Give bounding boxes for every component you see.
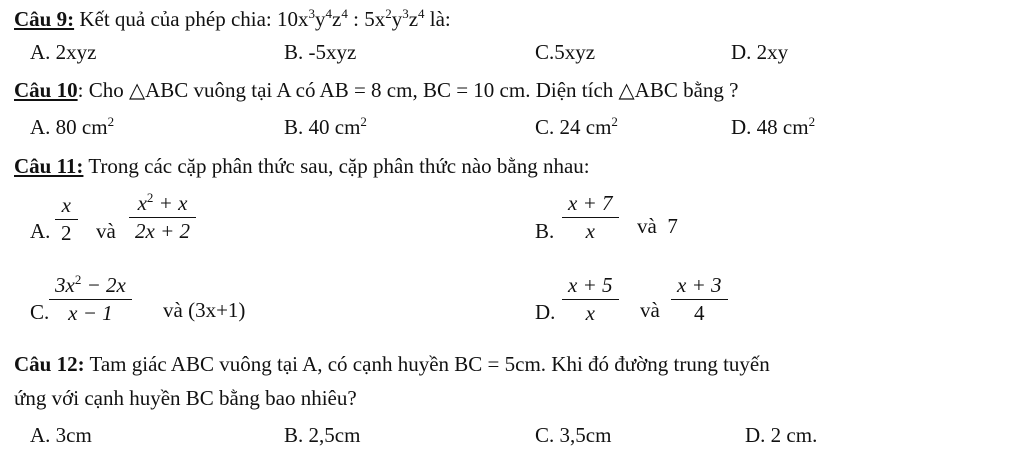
q9-option-a[interactable]: A. 2xyz (30, 40, 97, 64)
q9-text: Kết quả của phép chia: (79, 7, 272, 31)
q10-option-d[interactable]: D. 48 $cm^2$ (731, 114, 816, 139)
q10-option-b[interactable]: B. 40 $cm^2$ (284, 114, 367, 139)
q11-option-c-letter[interactable]: C. (30, 300, 50, 324)
q12-label: Câu 12: (14, 352, 85, 376)
q12-option-d[interactable]: D. 2 cm. (745, 423, 818, 447)
q11-text: Trong các cặp phân thức sau, cặp phân thức nào bằng nhau: (88, 154, 590, 178)
q11-label: Câu 11: (14, 154, 84, 178)
q11-b-fraction: $\frac{x + 7}{x}$ (565, 192, 616, 243)
q11-a-and: và (96, 219, 116, 243)
q9-line (14, 6, 451, 31)
q9-option-d[interactable]: D. 2xy (731, 40, 789, 64)
q11-c-fraction: $\frac{3x^2 - 2x}{x - 1}$ (52, 274, 129, 325)
q11-c-and: và (3x+1) (163, 298, 246, 322)
q10-label: Câu 10 (14, 78, 78, 102)
q11-a-fraction-1: $\frac{x}{2}$ (58, 194, 75, 245)
q12-line-1 (14, 354, 770, 375)
q11-a-fraction-2: $\frac{x^2 + x}{2x + 2}$ (132, 192, 193, 243)
q9-expr-b: $5x^2y^3z^4$ (364, 6, 425, 31)
q9-option-b[interactable]: B. -5xyz (284, 40, 357, 64)
q11-option-d-letter[interactable]: D. (535, 300, 556, 324)
q10-line (14, 80, 739, 101)
q10-text: : Cho △ABC vuông tại A có AB = 8 cm, BC = 10 cm. Diện tích △ABC bằng ? (77, 78, 739, 102)
q12-text-2: ứng với cạnh huyền BC bằng bao nhiêu? (14, 386, 357, 410)
q11-b-and: và 7 (637, 214, 678, 238)
q10-option-c[interactable]: C. 24 $cm^2$ (535, 114, 618, 139)
q11-d-fraction-2: $\frac{x + 3}{4}$ (674, 274, 725, 325)
q10-option-a[interactable]: A. 80 $cm^2$ (30, 114, 115, 139)
q11-option-a-letter[interactable]: A. (30, 219, 51, 243)
q9-tail: là: (429, 7, 451, 31)
q11-line (14, 156, 590, 177)
q9-colon: : (353, 7, 359, 31)
q12-option-b[interactable]: B. 2,5cm (284, 423, 361, 447)
q11-d-and: và (640, 298, 660, 322)
q11-option-b-letter[interactable]: B. (535, 219, 555, 243)
q12-option-a[interactable]: A. 3cm (30, 423, 92, 447)
q12-option-c[interactable]: C. 3,5cm (535, 423, 612, 447)
q11-d-fraction-1: $\frac{x + 5}{x}$ (565, 274, 616, 325)
q9-label: Câu 9: (14, 7, 75, 31)
q9-expr-a: $10x^3y^4z^4$ (277, 6, 348, 31)
q12-text-1: Tam giác ABC vuông tại A, có cạnh huyền BC = 5cm. Khi đó đường trung tuyến (89, 352, 770, 376)
q9-option-c[interactable]: C.5xyz (535, 40, 596, 64)
